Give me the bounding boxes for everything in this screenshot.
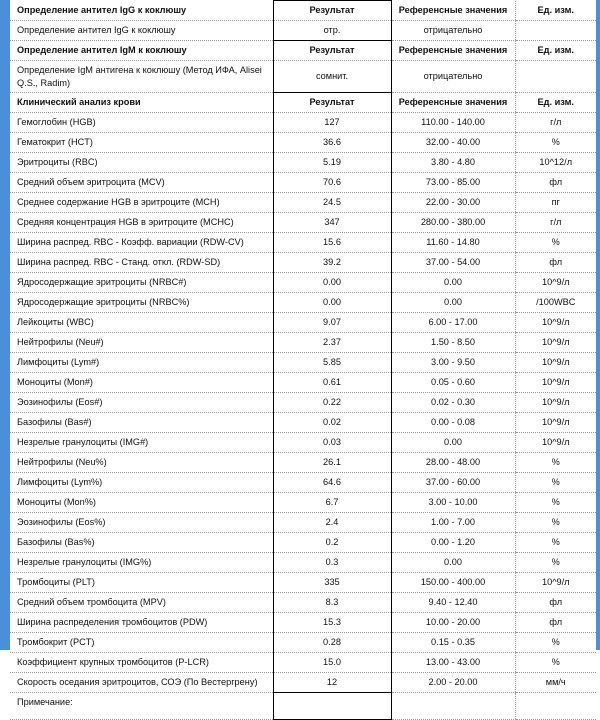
result-cell: 39.2 [273,253,391,273]
reference-range-cell: 0.00 [391,553,515,573]
unit-cell: % [515,653,596,673]
table-row [10,233,596,253]
column-header-unit: Ед. изм. [515,93,596,113]
test-name-cell: Тромбокрит (PCT) [10,633,273,653]
unit-cell: 10^9/л [515,413,596,433]
test-name-cell: Определение IgM антигена к коклюшу (Метод ИФА, Alisei Q.S., Radim) [10,61,273,93]
result-cell: 12 [273,673,391,693]
table-row [10,653,596,673]
table-row [10,133,596,153]
reference-range-cell: 3.80 - 4.80 [391,153,515,173]
result-cell: сомнит. [273,61,391,93]
table-row [10,393,596,413]
table-row [10,273,596,293]
result-cell: 0.02 [273,413,391,433]
unit-cell [515,21,596,41]
unit-cell: фл [515,253,596,273]
table-row [10,153,596,173]
unit-cell: 10^12/л [515,153,596,173]
unit-cell: 10^9/л [515,573,596,593]
note-row [10,693,596,720]
table-row [10,373,596,393]
result-cell: 15.3 [273,613,391,633]
table-row [10,253,596,273]
result-cell: 5.19 [273,153,391,173]
result-cell: 2.4 [273,513,391,533]
table-row [10,21,596,41]
column-header-reference-range: Референсные значения [391,93,515,113]
test-name-cell: Лейкоциты (WBC) [10,313,273,333]
reference-range-cell: 37.00 - 60.00 [391,473,515,493]
unit-cell: % [515,513,596,533]
lab-results-sheet [10,0,596,707]
test-name-cell: Ширина распределения тромбоцитов (PDW) [10,613,273,633]
table-row [10,193,596,213]
left-accent-strip [0,0,10,650]
column-header-test-name: Определение антител IgG к коклюшу [10,1,273,21]
unit-cell: г/л [515,113,596,133]
result-cell: 0.3 [273,553,391,573]
unit-cell: % [515,233,596,253]
test-name-cell: Моноциты (Mon#) [10,373,273,393]
unit-cell: % [515,473,596,493]
note-empty-cell [391,693,515,720]
result-cell: 36.6 [273,133,391,153]
reference-range-cell: 0.00 - 1.20 [391,533,515,553]
reference-range-cell: 13.00 - 43.00 [391,653,515,673]
table-row [10,313,596,333]
result-cell: 6.7 [273,493,391,513]
table-row [10,513,596,533]
table-row [10,333,596,353]
column-header-test-name: Клинический анализ крови [10,93,273,113]
reference-range-cell: 110.00 - 140.00 [391,113,515,133]
result-cell: 127 [273,113,391,133]
test-name-cell: Нейтрофилы (Neu#) [10,333,273,353]
column-header-unit: Ед. изм. [515,41,596,61]
reference-range-cell: 0.00 [391,433,515,453]
unit-cell: 10^9/л [515,313,596,333]
table-row [10,61,596,93]
table-row [10,533,596,553]
unit-cell: фл [515,173,596,193]
result-cell: 347 [273,213,391,233]
test-name-cell: Незрелые гранулоциты (IMG#) [10,433,273,453]
result-cell: 0.2 [273,533,391,553]
reference-range-cell: 0.00 [391,293,515,313]
result-cell: 64.6 [273,473,391,493]
reference-range-cell: 11.60 - 14.80 [391,233,515,253]
result-cell: 9.07 [273,313,391,333]
unit-cell: % [515,633,596,653]
reference-range-cell: отрицательно [391,21,515,41]
test-name-cell: Моноциты (Mon%) [10,493,273,513]
test-name-cell: Базофилы (Bas%) [10,533,273,553]
test-name-cell: Тромбоциты (PLT) [10,573,273,593]
column-header-result: Результат [273,41,391,61]
test-name-cell: Лимфоциты (Lym%) [10,473,273,493]
result-cell: 8.3 [273,593,391,613]
reference-range-cell: 37.00 - 54.00 [391,253,515,273]
test-name-cell: Средняя концентрация HGB в эритроците (MCHC) [10,213,273,233]
unit-cell: 10^9/л [515,373,596,393]
section-header-row [10,93,596,113]
unit-cell: пг [515,193,596,213]
test-name-cell: Ширина распред. RBC - Станд. откл. (RDW-SD) [10,253,273,273]
unit-cell: % [515,133,596,153]
unit-cell: г/л [515,213,596,233]
result-cell: 15.6 [273,233,391,253]
test-name-cell: Ширина распред. RBC - Коэфф. вариации (RDW-CV) [10,233,273,253]
test-name-cell: Гемоглобин (HGB) [10,113,273,133]
test-name-cell: Ядросодержащие эритроциты (NRBC%) [10,293,273,313]
table-row [10,173,596,193]
reference-range-cell: 150.00 - 400.00 [391,573,515,593]
reference-range-cell: 32.00 - 40.00 [391,133,515,153]
section-header-row [10,41,596,61]
results-table-body [10,1,596,720]
unit-cell: % [515,553,596,573]
section-header-row [10,1,596,21]
reference-range-cell: отрицательно [391,61,515,93]
test-name-cell: Определение антител IgG к коклюшу [10,21,273,41]
unit-cell: /100WBC [515,293,596,313]
right-accent-strip [596,0,600,650]
column-header-unit: Ед. изм. [515,1,596,21]
unit-cell: фл [515,593,596,613]
result-cell: 0.00 [273,293,391,313]
reference-range-cell: 22.00 - 30.00 [391,193,515,213]
result-cell: 335 [273,573,391,593]
result-cell: 0.03 [273,433,391,453]
test-name-cell: Гематокрит (HCT) [10,133,273,153]
reference-range-cell: 73.00 - 85.00 [391,173,515,193]
reference-range-cell: 3.00 - 10.00 [391,493,515,513]
unit-cell: 10^9/л [515,333,596,353]
column-header-test-name: Определение антител IgM к коклюшу [10,41,273,61]
result-cell: 2.37 [273,333,391,353]
table-row [10,493,596,513]
test-name-cell: Незрелые гранулоциты (IMG%) [10,553,273,573]
note-empty-cell [273,693,391,720]
test-name-cell: Нейтрофилы (Neu%) [10,453,273,473]
result-cell: 0.00 [273,273,391,293]
reference-range-cell: 280.00 - 380.00 [391,213,515,233]
reference-range-cell: 28.00 - 48.00 [391,453,515,473]
unit-cell: % [515,453,596,473]
reference-range-cell: 2.00 - 20.00 [391,673,515,693]
table-row [10,593,596,613]
reference-range-cell: 0.02 - 0.30 [391,393,515,413]
reference-range-cell: 9.40 - 12.40 [391,593,515,613]
table-row [10,113,596,133]
table-row [10,553,596,573]
column-header-result: Результат [273,93,391,113]
unit-cell: % [515,493,596,513]
test-name-cell: Скорость оседания эритроцитов, СОЭ (По Вестергрену) [10,673,273,693]
test-name-cell: Эритроциты (RBC) [10,153,273,173]
test-name-cell: Среднее содержание HGB в эритроците (MCH) [10,193,273,213]
unit-cell: 10^9/л [515,273,596,293]
unit-cell: мм/ч [515,673,596,693]
test-name-cell: Коэффициент крупных тромбоцитов (P-LCR) [10,653,273,673]
lab-results-table [10,0,596,720]
reference-range-cell: 0.00 - 0.08 [391,413,515,433]
unit-cell [515,61,596,93]
table-row [10,613,596,633]
result-cell: 15.0 [273,653,391,673]
column-header-reference-range: Референсные значения [391,1,515,21]
note-label: Примечание: [10,693,273,720]
test-name-cell: Эозинофилы (Eos#) [10,393,273,413]
table-row [10,353,596,373]
reference-range-cell: 1.00 - 7.00 [391,513,515,533]
note-empty-cell [515,693,596,720]
unit-cell: 10^9/л [515,433,596,453]
result-cell: 0.61 [273,373,391,393]
column-header-result: Результат [273,1,391,21]
reference-range-cell: 0.05 - 0.60 [391,373,515,393]
result-cell: 0.22 [273,393,391,413]
test-name-cell: Средний объем тромбоцита (MPV) [10,593,273,613]
table-row [10,213,596,233]
reference-range-cell: 3.00 - 9.50 [391,353,515,373]
reference-range-cell: 1.50 - 8.50 [391,333,515,353]
result-cell: 70.6 [273,173,391,193]
test-name-cell: Ядросодержащие эритроциты (NRBC#) [10,273,273,293]
table-row [10,293,596,313]
unit-cell: 10^9/л [515,393,596,413]
table-row [10,453,596,473]
unit-cell: % [515,533,596,553]
table-row [10,473,596,493]
result-cell: 5.85 [273,353,391,373]
table-row [10,413,596,433]
table-row [10,573,596,593]
unit-cell: фл [515,613,596,633]
unit-cell: 10^9/л [515,353,596,373]
table-row [10,673,596,693]
column-header-reference-range: Референсные значения [391,41,515,61]
test-name-cell: Базофилы (Bas#) [10,413,273,433]
test-name-cell: Лимфоциты (Lym#) [10,353,273,373]
result-cell: 26.1 [273,453,391,473]
reference-range-cell: 10.00 - 20.00 [391,613,515,633]
result-cell: 0.28 [273,633,391,653]
reference-range-cell: 0.15 - 0.35 [391,633,515,653]
reference-range-cell: 6.00 - 17.00 [391,313,515,333]
reference-range-cell: 0.00 [391,273,515,293]
result-cell: отр. [273,21,391,41]
test-name-cell: Эозинофилы (Eos%) [10,513,273,533]
test-name-cell: Средний объем эритроцита (MCV) [10,173,273,193]
result-cell: 24.5 [273,193,391,213]
table-row [10,433,596,453]
